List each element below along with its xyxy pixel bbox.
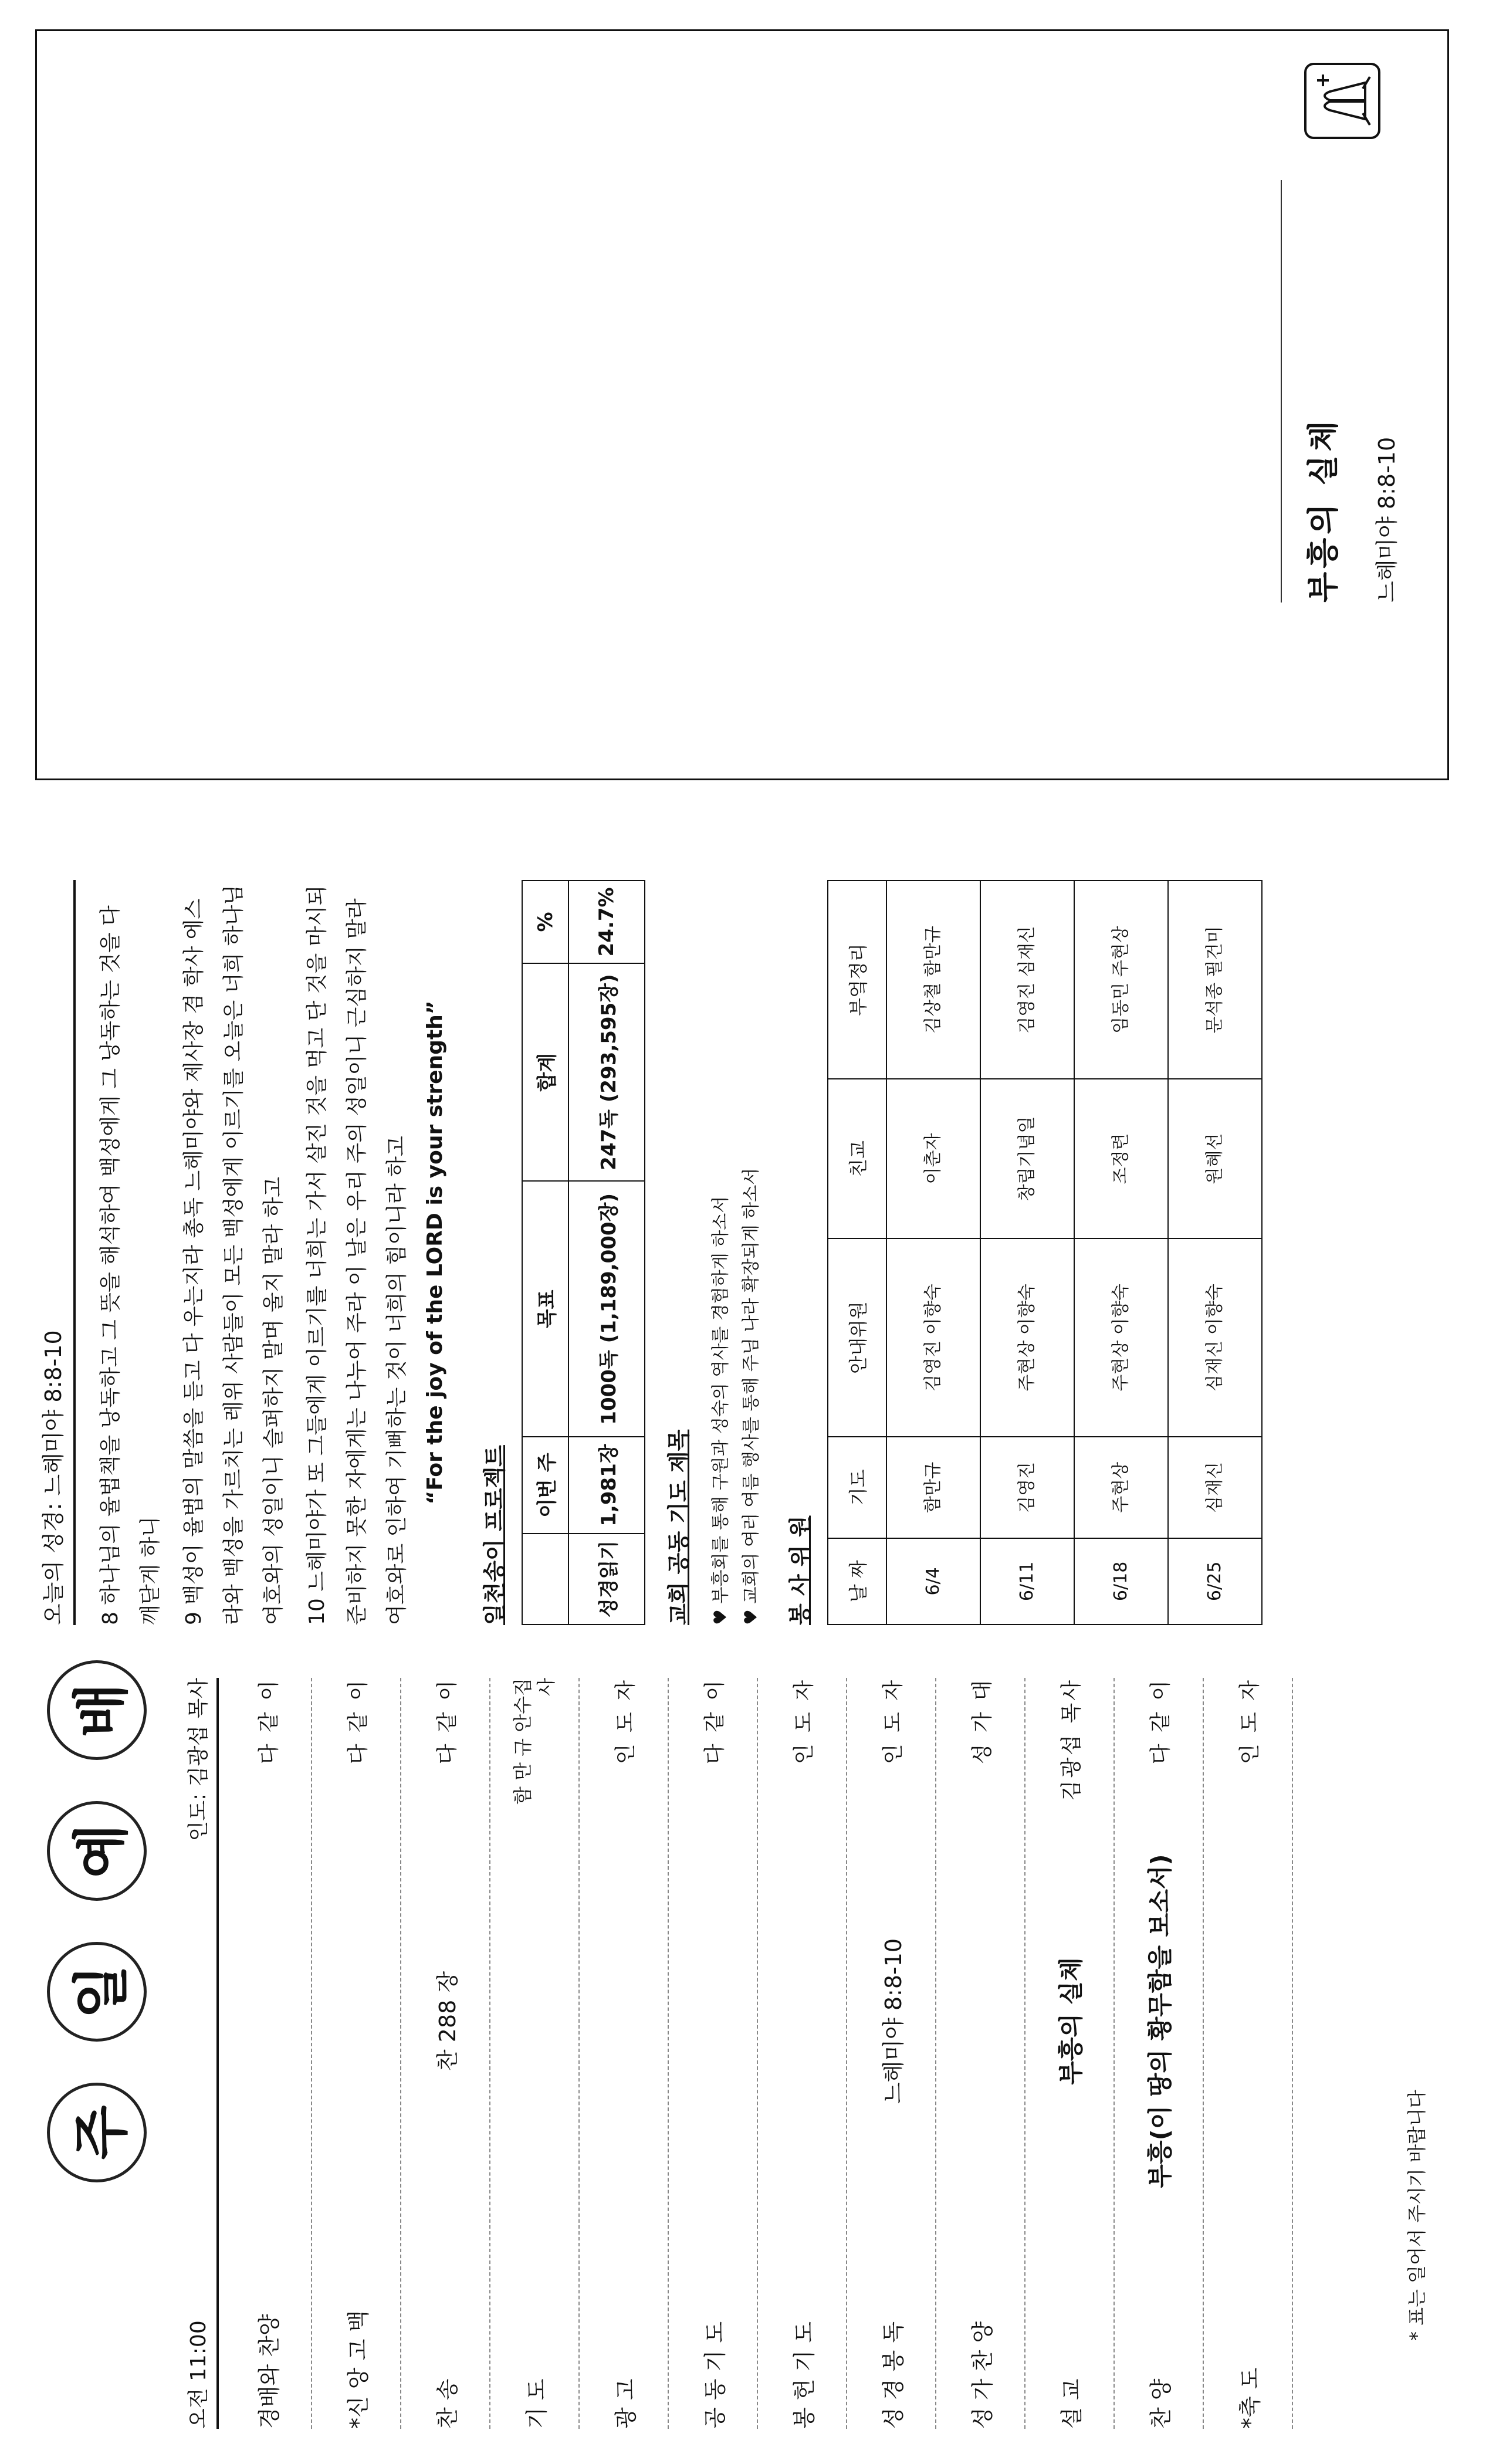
table-cell: 성경읽기 [568, 1534, 645, 1624]
order-item-name: 성 가 찬 양 [969, 2321, 996, 2429]
table-header: 부엌정리 [828, 881, 886, 1079]
table-header-row [828, 881, 886, 1624]
prayer-item: ♥ 부흥회를 통해 구원과 성숙의 역사를 경험하게 하소서 [710, 1196, 731, 1625]
order-item-name: 공 동 기 도 [702, 2321, 728, 2429]
praying-hands-icon [1304, 63, 1380, 139]
worship-order-section [35, 1660, 1461, 2429]
bible-reading-table [522, 880, 645, 1625]
table-cell: 심재신 이향숙 [1168, 1238, 1262, 1437]
title-char: 예 [47, 1801, 147, 1901]
table-header-row [522, 881, 568, 1624]
duty-roster-table [827, 880, 1263, 1625]
order-row [490, 1678, 580, 2429]
table-cell: 김영진 [980, 1437, 1074, 1538]
table-cell: 6/25 [1168, 1538, 1262, 1624]
order-row [401, 1678, 490, 2429]
order-item-responsible: 김광섭 목사 [1059, 1678, 1084, 1801]
order-item-name: *신 앙 고 백 [345, 2310, 371, 2429]
table-cell: 조정련 [1074, 1079, 1168, 1238]
table-cell: 이춘자 [886, 1079, 980, 1238]
table-header: % [522, 881, 568, 963]
reading-section [35, 880, 1461, 1625]
order-row [580, 1678, 669, 2429]
order-item-responsible: 다 같 이 [346, 1678, 370, 1765]
service-time: 오전 11:00 [187, 2320, 211, 2429]
motto: “For the joy of the LORD is your strength” [423, 1000, 447, 1505]
order-row [758, 1678, 847, 2429]
sermon-title: 부흥의 실체 [1305, 417, 1342, 603]
order-row [1025, 1678, 1115, 2429]
table-cell: 주현상 이향숙 [980, 1238, 1074, 1437]
order-row [936, 1678, 1025, 2429]
table-cell: 6/4 [886, 1538, 980, 1624]
verse: 9 백성이 율법의 말씀을 듣고 다 우는지라 총독 느헤미야와 제사장 겸 학사 에스라와 백성을 가르치는 레위 사람들이 모든 백성에게 이르기를 오늘은 너희 하나님 여호와의 성일이니 슬퍼하지 말며 울지 말라 하고 [182, 884, 286, 1625]
order-item-detail: 느헤미야 8:8-10 [880, 1938, 906, 2104]
title-char: 일 [47, 1942, 147, 2042]
order-item-name: 찬 송 [434, 2378, 461, 2429]
table-cell: 문석종 필건미 [1168, 881, 1262, 1079]
table-cell: 김상철 함만규 [886, 881, 980, 1079]
order-item-name: 기 도 [523, 2378, 550, 2429]
order-item-responsible: 인 도 자 [881, 1678, 905, 1765]
table-header: 친교 [828, 1079, 886, 1238]
order-item-name: 성 경 봉 독 [880, 2321, 906, 2429]
prayer-title: 교회 공동 기도 제목 [666, 1429, 692, 1625]
table-cell: 1,981장 [568, 1437, 645, 1534]
order-item-name: 광 고 [612, 2378, 639, 2429]
table-cell: 6/11 [980, 1538, 1074, 1624]
table-row [1168, 881, 1262, 1624]
table-cell: 심재신 [1168, 1437, 1262, 1538]
table-cell: 김영진 심재신 [980, 881, 1074, 1079]
title-char: 주 [47, 2083, 147, 2182]
table-cell: 임동민 주현상 [1074, 881, 1168, 1079]
table-cell: 김영진 이향숙 [886, 1238, 980, 1437]
order-item-responsible: 다 같 이 [256, 1678, 281, 1765]
order-item-responsible: 성 가 대 [970, 1678, 994, 1765]
scripture-heading: 오늘의 성경: 느헤미야 8:8-10 [35, 880, 76, 1625]
table-cell: 247독 (293,595장) [568, 963, 645, 1182]
standing-note: * 표는 일어서 주시기 바랍니다 [1406, 2090, 1428, 2341]
order-item-detail: 부흥(이 땅의 황무함을 보소서) [1146, 1854, 1175, 2188]
table-header: 합계 [522, 963, 568, 1182]
table-row [568, 881, 645, 1624]
order-row [223, 1678, 312, 2429]
scripture-verses [91, 880, 417, 1625]
table-header: 이번 주 [522, 1437, 568, 1534]
table-header: 날 짜 [828, 1538, 886, 1624]
table-cell: 24.7% [568, 881, 645, 963]
order-item-name: *축 도 [1237, 2367, 1263, 2429]
order-item-detail: 찬 288 장 [434, 1971, 461, 2072]
table-header: 안내위원 [828, 1238, 886, 1437]
order-row [847, 1678, 936, 2429]
order-item-responsible: 다 같 이 [435, 1678, 459, 1765]
title-divider [1281, 180, 1282, 603]
table-cell: 함만규 [886, 1437, 980, 1538]
order-row [1115, 1678, 1204, 2429]
verse: 10 느헤미야가 또 그들에게 이르기를 너희는 가서 살진 것을 먹고 단 것을 마시되 준비하지 못한 자에게는 나누어 주라 이 날은 우리 주의 성일이니 근심하지 말라 여호와로 인하여 기뻐하는 것이 너희의 힘이니라 하고 [305, 885, 409, 1625]
table-header [522, 1534, 568, 1624]
table-header: 기도 [828, 1437, 886, 1538]
table-row [1074, 881, 1168, 1624]
sermon-notes-box [35, 29, 1449, 780]
table-cell: 창립기념일 [980, 1079, 1074, 1238]
table-cell: 주현상 이향숙 [1074, 1238, 1168, 1437]
order-item-name: 찬 양 [1148, 2378, 1174, 2429]
sermon-scripture: 느헤미야 8:8-10 [1374, 436, 1400, 603]
order-item-name: 설 교 [1058, 2378, 1085, 2429]
verse: 8 하나님의 율법책을 낭독하고 그 뜻을 해석하여 백성에게 그 낭독하는 것을 다 깨닫게 하니 [99, 905, 163, 1625]
order-item-responsible: 다 같 이 [702, 1678, 727, 1765]
table-cell: 1000독 (1,189,000장) [568, 1181, 645, 1437]
table-row [980, 881, 1074, 1624]
order-item-name: 봉 헌 기 도 [791, 2321, 817, 2429]
order-item-responsible: 인 도 자 [791, 1678, 816, 1765]
bible-project-title: 일천송이 프로젝트 [482, 1445, 507, 1625]
service-leader: 인도: 김광섭 목사 [187, 1678, 211, 1842]
worship-title [47, 1660, 147, 2182]
table-cell: 주현상 [1074, 1437, 1168, 1538]
table-cell: 6/18 [1074, 1538, 1168, 1624]
title-char: 배 [47, 1660, 147, 1760]
duty-title: 봉 사 위 원 [787, 1515, 813, 1625]
order-row [312, 1678, 401, 2429]
order-item-responsible: 인 도 자 [613, 1678, 638, 1765]
order-row [1204, 1678, 1293, 2429]
time-leader-row [182, 1678, 219, 2429]
prayer-item: ♥ 교회의 여러 여름 행사를 통해 주님 나라 확장되게 하소서 [741, 1167, 761, 1625]
order-item-name: 경배와 찬양 [256, 2314, 282, 2429]
order-item-responsible: 함 만 규 안수집사 [512, 1678, 557, 1805]
order-item-responsible: 인 도 자 [1237, 1678, 1262, 1765]
order-item-responsible: 다 같 이 [1148, 1678, 1173, 1765]
table-row [886, 881, 980, 1624]
order-item-detail: 부흥의 실체 [1057, 1957, 1085, 2085]
table-cell: 원혜선 [1168, 1079, 1262, 1238]
order-row [669, 1678, 758, 2429]
order-list [223, 1678, 1293, 2429]
table-header: 목표 [522, 1181, 568, 1437]
